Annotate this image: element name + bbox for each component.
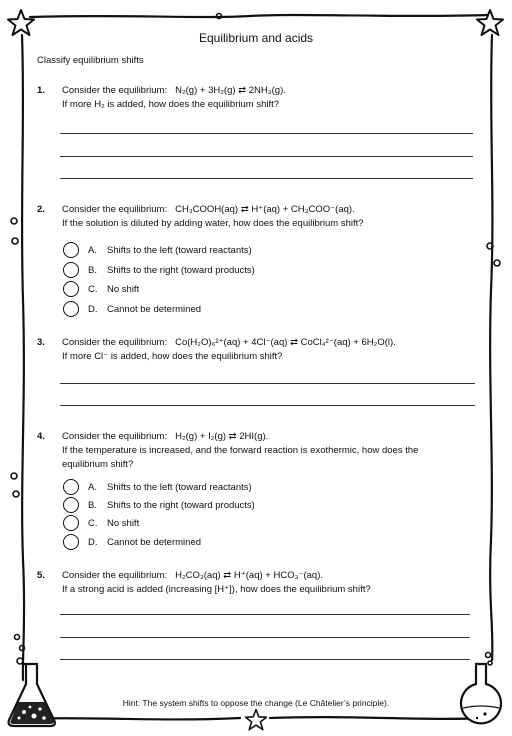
question-intro: Consider the equilibrium: [62, 85, 168, 96]
question-prompt: If more H₂ is added, how does the equilibrium shift? [62, 99, 280, 110]
radio-circle[interactable] [63, 515, 79, 531]
question-3 [37, 336, 477, 364]
radio-circle[interactable] [63, 242, 79, 258]
answer-line[interactable] [60, 637, 470, 638]
equation: N₂(g) + 3H₂(g) ⇄ 2NH₃(g). [175, 85, 286, 96]
answer-line[interactable] [60, 659, 470, 660]
answer-line[interactable] [60, 156, 473, 157]
equation: CH₃COOH(aq) ⇄ H⁺(aq) + CH₃COO⁻(aq). [175, 204, 355, 215]
equation: H₂CO₃(aq) ⇄ H⁺(aq) + HCO₃⁻(aq). [175, 570, 324, 581]
worksheet-subtitle: Classify equilibrium shifts [37, 55, 144, 66]
round-flask-icon [455, 660, 507, 730]
question-prompt: If the solution is diluted by adding water, how does the equilibrium shift? [62, 218, 364, 229]
question-number: 2. [37, 204, 45, 215]
question-1 [37, 84, 477, 112]
question-prompt: If a strong acid is added (increasing [H⁺]), how does the equilibrium shift? [62, 584, 371, 595]
equation: H₂(g) + I₂(g) ⇄ 2HI(g). [175, 431, 269, 442]
question-intro: Consider the equilibrium: [62, 570, 168, 581]
answer-line[interactable] [60, 178, 473, 179]
flask-icon [4, 660, 60, 730]
radio-circle[interactable] [63, 479, 79, 495]
answer-line[interactable] [60, 133, 473, 134]
question-number: 5. [37, 570, 45, 581]
radio-circle[interactable] [63, 281, 79, 297]
hint-text: Hint: The system shifts to oppose the change (Le Châtelier’s principle). [122, 698, 390, 708]
answer-line[interactable] [60, 383, 475, 384]
question-5 [37, 569, 477, 597]
radio-circle[interactable] [63, 262, 79, 278]
radio-circle[interactable] [63, 534, 79, 550]
equation: Co(H₂O)₆²⁺(aq) + 4Cl⁻(aq) ⇄ CoCl₄²⁻(aq) + 6H₂O(l). [175, 337, 396, 348]
question-prompt: If the temperature is increased, and the forward reaction is exothermic, how does the equilibrium shift? [62, 445, 419, 470]
question-intro: Consider the equilibrium: [62, 337, 168, 348]
answer-line[interactable] [60, 405, 475, 406]
question-number: 4. [37, 431, 45, 442]
radio-circle[interactable] [63, 497, 79, 513]
question-intro: Consider the equilibrium: [62, 431, 168, 442]
question-intro: Consider the equilibrium: [62, 204, 168, 215]
question-number: 1. [37, 85, 45, 96]
star-icon [244, 708, 268, 732]
question-prompt: If more Cl⁻ is added, how does the equilibrium shift? [62, 351, 283, 362]
answer-line[interactable] [60, 614, 470, 615]
question-2 [37, 203, 477, 231]
radio-circle[interactable] [63, 301, 79, 317]
question-4 [37, 430, 477, 472]
worksheet-title: Equilibrium and acids [198, 31, 314, 45]
question-number: 3. [37, 337, 45, 348]
